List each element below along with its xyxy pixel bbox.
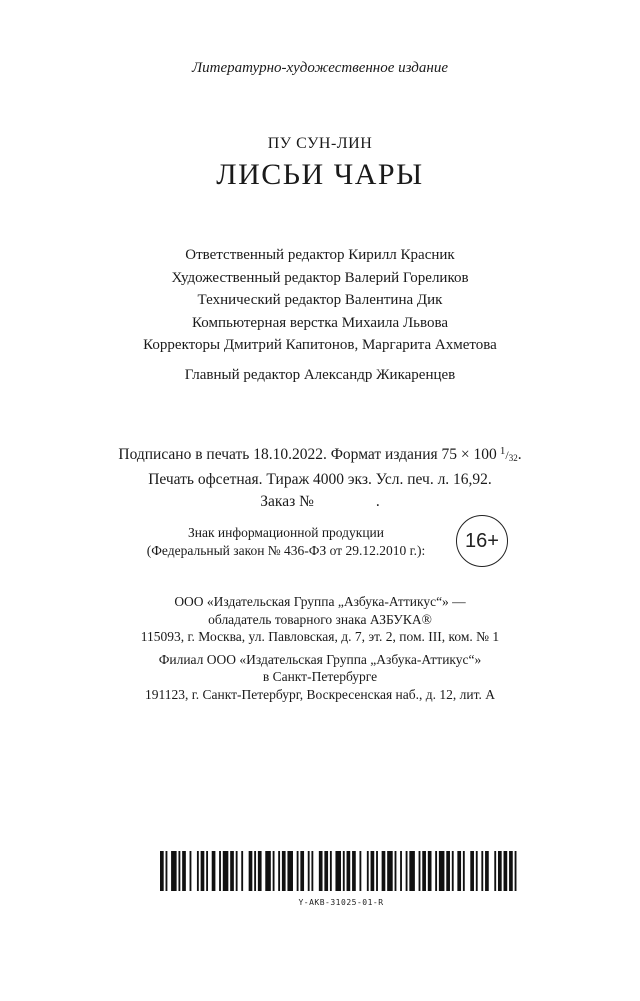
barcode-bar — [395, 851, 397, 891]
barcode-bar — [308, 851, 310, 891]
barcode-bar — [422, 851, 426, 891]
barcode-bar — [435, 851, 437, 891]
print-info-line-2: Печать офсетная. Тираж 4000 экз. Усл. печ. л. 16,92. — [148, 471, 492, 488]
barcode-bar — [249, 851, 253, 891]
branch-address: 191123, г. Санкт-Петербург, Воскресенская наб., д. 12, лит. А — [145, 686, 495, 702]
book-title: ЛИСЬИ ЧАРЫ — [216, 158, 424, 191]
barcode-bar — [409, 851, 415, 891]
barcode-bar — [282, 851, 286, 891]
barcode-bar — [197, 851, 199, 891]
barcode-bar — [273, 851, 275, 891]
barcode-bar — [206, 851, 208, 891]
credit-proofreaders: Корректоры Дмитрий Капитонов, Маргарита Ахметова — [143, 337, 497, 353]
barcode-bar — [419, 851, 421, 891]
barcode-bar — [376, 851, 378, 891]
print-info-line-1-end: . — [517, 446, 522, 463]
print-date-format: Подписано в печать 18.10.2022. Формат издания 75 × 100 — [118, 446, 497, 463]
branch-city: в Санкт-Петербурге — [262, 669, 378, 684]
barcode-bar — [515, 851, 517, 891]
barcode-bar — [311, 851, 313, 891]
publisher-info — [0, 593, 640, 703]
barcode-bar — [319, 851, 323, 891]
barcode-bar — [382, 851, 386, 891]
barcode-bar — [178, 851, 180, 891]
format-slash: / — [505, 448, 509, 462]
barcode-bar — [498, 851, 502, 891]
format-denominator: 32 — [508, 453, 518, 463]
barcode-bar — [347, 851, 351, 891]
barcode-bar — [400, 851, 402, 891]
barcode-bar — [182, 851, 186, 891]
barcode-bar — [343, 851, 345, 891]
barcode-bar — [509, 851, 513, 891]
barcode-bar — [219, 851, 221, 891]
barcode-bar — [485, 851, 489, 891]
barcode-bar — [201, 851, 205, 891]
info-sign-line-1: Знак информационной продукции — [187, 525, 385, 540]
barcode-bar — [223, 851, 229, 891]
barcode-bar — [324, 851, 328, 891]
info-sign-line-2: (Федеральный закон № 436-ФЗ от 29.12.2010 г.): — [146, 543, 426, 558]
barcode-bar — [335, 851, 341, 891]
author-name: ПУ СУН-ЛИН — [267, 135, 373, 152]
barcode-bar — [190, 851, 192, 891]
barcode-bar — [406, 851, 408, 891]
barcode-bar — [452, 851, 454, 891]
chief-editor: Главный редактор Александр Жикаренцев — [184, 367, 456, 383]
barcode-bar — [428, 851, 432, 891]
barcode-bar — [367, 851, 369, 891]
branch-name: Филиал ООО «Издательская Группа „Азбука-Аттикус“» — [158, 651, 482, 667]
publisher-name: ООО «Издательская Группа „Азбука-Аттикус“» — — [174, 594, 466, 609]
age-rating-badge: 16+ — [456, 515, 508, 567]
barcode-bar — [387, 851, 393, 891]
barcode-bar — [470, 851, 474, 891]
barcode-bar — [352, 851, 356, 891]
barcode-bar — [287, 851, 293, 891]
barcode-bar — [494, 851, 496, 891]
credit-technical-editor: Технический редактор Валентина Дик — [197, 292, 443, 308]
edition-type: Литературно-художественное издание — [192, 60, 448, 76]
barcode-bar — [476, 851, 478, 891]
credit-responsible-editor: Ответственный редактор Кирилл Красник — [185, 247, 455, 263]
credit-art-editor: Художественный редактор Валерий Гореликов — [171, 269, 469, 286]
barcode-bar — [330, 851, 332, 891]
editorial-credits — [0, 244, 640, 357]
barcode-bar — [171, 851, 177, 891]
barcode-bar — [297, 851, 299, 891]
barcode-bar — [300, 851, 304, 891]
order-label: Заказ № — [260, 493, 314, 510]
barcode — [160, 851, 522, 891]
order-end: . — [375, 493, 380, 510]
barcode-bar — [446, 851, 450, 891]
barcode-bar — [160, 851, 164, 891]
barcode-bar — [359, 851, 361, 891]
barcode-bar — [230, 851, 234, 891]
order-number-line — [0, 491, 640, 513]
barcode-bar — [265, 851, 271, 891]
barcode-bar — [258, 851, 262, 891]
barcode-bar — [166, 851, 168, 891]
publisher-address: 115093, г. Москва, ул. Павловская, д. 7, эт. 2, пом. III, ком. № 1 — [140, 629, 500, 644]
barcode-bar — [236, 851, 238, 891]
print-info-line-1 — [0, 440, 640, 469]
barcode-bar — [371, 851, 375, 891]
info-product-sign — [112, 524, 460, 560]
barcode-bar — [463, 851, 465, 891]
barcode-bar — [241, 851, 243, 891]
barcode-caption: Y-AKB-31025-01-R — [298, 898, 384, 907]
barcode-bar — [212, 851, 216, 891]
barcode-bar — [504, 851, 508, 891]
barcode-bar — [481, 851, 483, 891]
barcode-bar — [457, 851, 461, 891]
trademark-owner: обладатель товарного знака АЗБУКА® — [208, 611, 432, 627]
barcode-bar — [254, 851, 256, 891]
barcode-bar — [439, 851, 445, 891]
credit-layout: Компьютерная верстка Михаила Львова — [191, 314, 448, 331]
print-info — [0, 440, 640, 513]
barcode-bar — [278, 851, 280, 891]
format-numerator: 1 — [499, 445, 506, 457]
